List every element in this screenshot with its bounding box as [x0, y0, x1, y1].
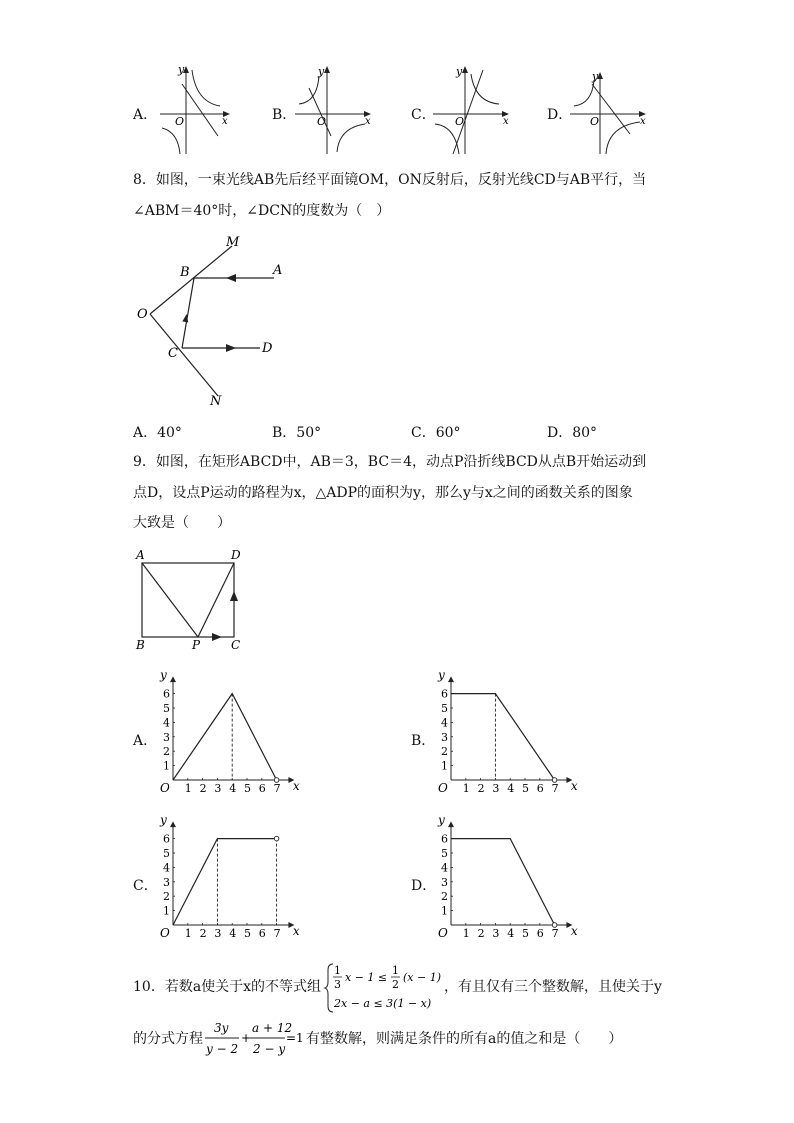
q7-b-hyperbola-1 — [299, 76, 319, 104]
q10-ineq1-right-num: 1 — [392, 964, 399, 977]
y-tick-label: 1 — [441, 904, 448, 918]
q10-text-line2-suffix: 有整数解，则满足条件的所有a的值之和是（ ） — [306, 1031, 623, 1047]
y-tick-label: 1 — [163, 904, 170, 918]
q7-d-y-label: y — [592, 70, 599, 83]
q10-frac1-den: y − 2 — [206, 1042, 239, 1056]
y-tick-label: 5 — [163, 702, 170, 715]
x-axis-label: x — [292, 779, 300, 793]
q10-frac2-num: a + 12 — [252, 1021, 293, 1035]
y-tick-label: 4 — [163, 716, 170, 730]
q9-label-c: C — [231, 638, 241, 652]
q7-d-x-label: x — [640, 116, 646, 127]
open-endpoint — [552, 923, 557, 928]
y-tick-label: 4 — [441, 861, 448, 875]
q8-label-a: A — [273, 263, 283, 278]
x-tick-label: 2 — [199, 782, 207, 795]
q7-c-x-label: x — [503, 116, 509, 127]
function-line — [451, 839, 555, 925]
y-axis-arrow — [170, 676, 176, 682]
q7-a-line — [182, 84, 218, 136]
y-tick-label: 3 — [163, 875, 170, 889]
y-tick-label: 6 — [163, 832, 170, 846]
x-tick-label: 6 — [258, 782, 266, 795]
q8-label-m: M — [226, 235, 240, 250]
q10-ineq1-left-den: 3 — [334, 978, 341, 991]
q10-fraction-equation — [203, 1016, 306, 1062]
x-tick-label: 5 — [244, 927, 251, 940]
q10-ineq1-mid: x − 1 ≤ — [345, 971, 388, 984]
x-tick-label: 2 — [477, 782, 485, 795]
y-tick-label: 3 — [441, 875, 448, 889]
q7-a-hyperbola-1 — [192, 70, 220, 106]
q9-segment-ap — [142, 563, 198, 637]
q9-option-b-label[interactable]: B． — [411, 733, 436, 749]
q9-label-a: A — [136, 548, 145, 562]
q10-text-line2-prefix: 的分式方程 — [133, 1031, 203, 1047]
q8-option-a[interactable]: A．40° — [133, 425, 182, 441]
q9-rectangle-figure — [130, 545, 260, 655]
q10-text-prefix: 10．若数a使关于x的不等式组 — [133, 979, 322, 995]
q9-option-c-label[interactable]: C． — [133, 878, 158, 894]
x-tick-label: 7 — [551, 927, 559, 940]
q7-a-origin: O — [175, 115, 185, 128]
q7-option-d-label: D． — [547, 107, 573, 123]
x-tick-label: 4 — [229, 782, 237, 795]
y-axis-label: y — [160, 668, 167, 683]
x-tick-label: 4 — [507, 927, 515, 940]
q7-d-origin: O — [590, 115, 600, 128]
q7-option-c-graph — [433, 62, 513, 156]
q8-option-b[interactable]: B．50° — [272, 425, 322, 441]
y-tick-label: 5 — [441, 702, 448, 715]
q10-inequality-system — [325, 960, 447, 1016]
q8-text-line2: ∠ABM＝40°时，∠DCN的度数为（ ） — [133, 203, 391, 219]
x-tick-label: 3 — [214, 927, 222, 940]
q10-frac2-den: 2 − y — [253, 1042, 286, 1056]
x-axis-label: x — [292, 924, 300, 938]
q7-b-origin: O — [317, 115, 327, 128]
q9-label-p: P — [192, 638, 201, 652]
x-tick-label: 4 — [229, 927, 237, 940]
y-tick-label: 1 — [163, 759, 170, 773]
y-tick-label: 2 — [163, 745, 170, 759]
q8-label-b: B — [180, 265, 190, 280]
q10-ineq2: 2x − a ≤ 3(1 − x) — [334, 997, 432, 1010]
q10-equals-one: =1 — [286, 1031, 304, 1045]
q9-label-d: D — [231, 548, 241, 562]
q10-ineq1-tail: (x − 1) — [403, 971, 441, 984]
q7-c-hyperbola-1 — [471, 74, 499, 104]
q9-option-d-graph[interactable] — [433, 813, 578, 942]
q7-c-line — [453, 70, 483, 154]
q8-option-d[interactable]: D．80° — [547, 425, 598, 441]
y-tick-label: 2 — [163, 890, 170, 904]
q9-text-line3: 大致是（ ） — [133, 515, 231, 531]
q7-a-hyperbola-2 — [162, 128, 180, 154]
y-tick-label: 4 — [441, 716, 448, 730]
q7-d-hyperbola-1 — [574, 80, 594, 106]
x-tick-label: 5 — [244, 782, 251, 795]
q7-a-x-label: x — [222, 116, 228, 127]
q9-option-d-label[interactable]: D． — [411, 878, 437, 894]
x-tick-label: 5 — [522, 782, 529, 795]
x-tick-label: 1 — [462, 782, 470, 795]
x-tick-label: 2 — [199, 927, 207, 940]
q8-mirror-on — [150, 314, 218, 396]
q9-segment-dp — [198, 563, 234, 637]
q9-text-line1: 9．如图，在矩形ABCD中，AB＝3，BC＝4，动点P沿折线BCD从点B开始运动到 — [133, 454, 647, 470]
q7-option-a-label: A． — [133, 107, 158, 123]
y-tick-label: 5 — [163, 847, 170, 860]
y-tick-label: 3 — [163, 730, 170, 744]
q7-b-y-label: y — [318, 65, 325, 78]
q8-label-o: O — [137, 307, 148, 322]
x-tick-label: 1 — [184, 782, 192, 795]
q7-option-a-graph — [160, 62, 236, 156]
q8-mirror-om — [150, 246, 232, 314]
y-tick-label: 6 — [163, 687, 170, 701]
x-tick-label: 2 — [477, 927, 485, 940]
q10-frac1-num: 3y — [214, 1021, 229, 1035]
y-axis-label: y — [438, 813, 445, 828]
y-axis-label: y — [160, 813, 167, 828]
q7-option-b-label: B． — [272, 107, 297, 123]
x-tick-label: 7 — [551, 782, 559, 795]
q8-option-c[interactable]: C．60° — [411, 425, 461, 441]
q10-plus: + — [241, 1031, 252, 1045]
q10-ineq1-right-den: 2 — [392, 978, 399, 991]
x-axis-label: x — [570, 924, 578, 938]
q9-rectangle-abcd — [142, 563, 234, 637]
q7-a-y-label: y — [178, 63, 185, 76]
x-tick-label: 7 — [273, 927, 281, 940]
q10-ineq1-left-num: 1 — [334, 964, 341, 977]
q7-option-d-graph — [570, 62, 650, 156]
y-tick-label: 2 — [441, 890, 448, 904]
q7-b-hyperbola-2 — [337, 124, 365, 152]
q9-arrow-cd — [230, 591, 238, 601]
y-tick-label: 5 — [441, 847, 448, 860]
origin-label: O — [160, 781, 170, 795]
q8-label-c: C — [168, 346, 178, 361]
q9-arrow-bc — [212, 633, 222, 641]
y-axis-arrow — [448, 821, 454, 827]
q10-text-suffix: ，有且仅有三个整数解，且使关于y — [444, 979, 662, 995]
y-tick-label: 4 — [163, 861, 170, 875]
y-axis-label: y — [438, 668, 445, 683]
q9-option-c-graph[interactable] — [155, 813, 300, 942]
q9-option-b-graph[interactable] — [433, 668, 578, 797]
q9-option-a-graph[interactable] — [155, 668, 300, 797]
q8-text-line1: 8．如图，一束光线AB先后经平面镜OM，ON反射后，反射光线CD与AB平行，当 — [133, 172, 647, 188]
x-tick-label: 3 — [492, 782, 500, 795]
y-axis-arrow — [448, 676, 454, 682]
q7-option-b-graph — [295, 62, 375, 156]
q8-label-n: N — [210, 394, 222, 409]
x-tick-label: 4 — [507, 782, 515, 795]
origin-label: O — [160, 926, 170, 940]
x-tick-label: 5 — [522, 927, 529, 940]
y-tick-label: 2 — [441, 745, 448, 759]
q8-label-d: D — [262, 341, 273, 356]
q7-b-line — [309, 88, 331, 136]
x-tick-label: 6 — [536, 927, 544, 940]
y-tick-label: 6 — [441, 687, 448, 701]
open-endpoint — [274, 836, 279, 841]
open-endpoint — [274, 778, 279, 783]
x-axis-label: x — [570, 779, 578, 793]
function-line — [173, 694, 277, 780]
y-axis-arrow — [170, 821, 176, 827]
q7-option-c-label: C． — [411, 107, 436, 123]
x-tick-label: 7 — [273, 782, 281, 795]
origin-label: O — [438, 781, 448, 795]
origin-label: O — [438, 926, 448, 940]
y-tick-label: 1 — [441, 759, 448, 773]
q7-b-x-label: x — [365, 116, 371, 127]
x-tick-label: 3 — [214, 782, 222, 795]
x-tick-label: 3 — [492, 927, 500, 940]
q7-d-hyperbola-2 — [606, 122, 640, 154]
function-line — [173, 839, 277, 925]
open-endpoint — [552, 778, 557, 783]
q8-mirror-figure — [130, 230, 290, 410]
q9-option-a-label[interactable]: A． — [133, 733, 158, 749]
x-tick-label: 1 — [462, 927, 470, 940]
y-tick-label: 6 — [441, 832, 448, 846]
q8-ray-bc — [182, 278, 194, 348]
function-line — [451, 694, 555, 780]
q7-c-hyperbola-2 — [435, 124, 459, 154]
q9-label-b: B — [136, 638, 145, 652]
q7-c-y-label: y — [456, 65, 463, 78]
q9-text-line2: 点D，设点P运动的路程为x，△ADP的面积为y，那么y与x之间的函数关系的图象 — [133, 485, 633, 501]
x-tick-label: 6 — [258, 927, 266, 940]
q7-c-origin: O — [455, 115, 465, 128]
x-tick-label: 1 — [184, 927, 192, 940]
y-tick-label: 3 — [441, 730, 448, 744]
x-tick-label: 6 — [536, 782, 544, 795]
